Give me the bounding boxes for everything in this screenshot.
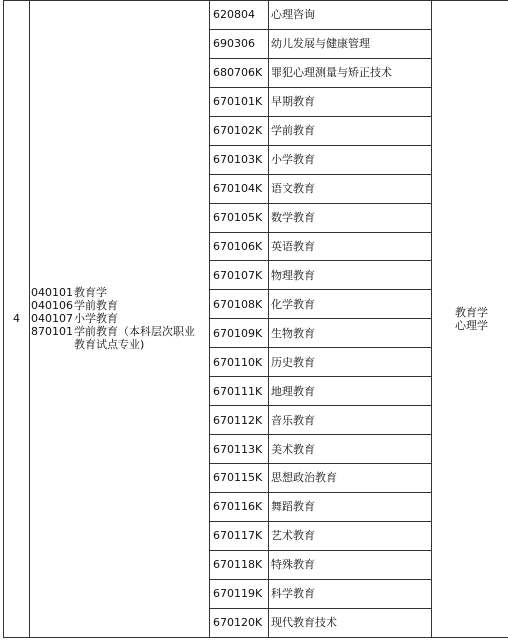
major-name-cell: 学前教育 — [269, 116, 432, 145]
major-code-cell: 670111K — [210, 377, 269, 406]
previous-major-name: 教育试点专业) — [74, 338, 145, 352]
major-code-cell: 670113K — [210, 435, 269, 464]
major-table-body — [4, 1, 508, 638]
major-name-cell: 科学教育 — [269, 579, 432, 608]
major-name-cell: 小学教育 — [269, 145, 432, 174]
subjects-cell — [432, 1, 508, 638]
major-code-cell: 670118K — [210, 550, 269, 579]
previous-major-code: 870101 — [31, 325, 73, 339]
previous-major-code: 040106 — [31, 299, 73, 313]
major-name-cell: 心理咨询 — [269, 1, 432, 30]
previous-major-name: 小学教育 — [74, 312, 118, 326]
major-name-cell: 英语教育 — [269, 232, 432, 261]
previous-major-line — [31, 286, 209, 299]
previous-major-line — [31, 299, 209, 312]
row-number-cell: 4 — [4, 1, 30, 638]
major-code-cell: 670108K — [210, 290, 269, 319]
major-name-cell: 地理教育 — [269, 377, 432, 406]
major-name-cell: 幼儿发展与健康管理 — [269, 29, 432, 58]
major-name-cell: 现代教育技术 — [269, 608, 432, 637]
major-name-cell: 罪犯心理测量与矫正技术 — [269, 58, 432, 87]
major-name-cell: 艺术教育 — [269, 521, 432, 550]
previous-major-line — [31, 338, 209, 351]
major-code-cell: 680706K — [210, 58, 269, 87]
major-name-cell: 语文教育 — [269, 174, 432, 203]
table-row — [4, 1, 508, 30]
major-name-cell: 物理教育 — [269, 261, 432, 290]
major-name-cell: 化学教育 — [269, 290, 432, 319]
subject-label: 教育学 — [455, 305, 488, 319]
previous-major-line — [31, 325, 209, 338]
major-code-cell: 670116K — [210, 492, 269, 521]
major-code-cell: 670104K — [210, 174, 269, 203]
major-code-cell: 670101K — [210, 87, 269, 116]
major-name-cell: 思想政治教育 — [269, 464, 432, 493]
previous-majors-cell — [30, 1, 210, 638]
previous-major-line — [31, 312, 209, 325]
previous-major-name: 学前教育（本科层次职业 — [74, 325, 195, 339]
major-code-cell: 670103K — [210, 145, 269, 174]
subject-label: 心理学 — [455, 318, 488, 332]
major-code-cell: 670120K — [210, 608, 269, 637]
previous-major-name: 学前教育 — [74, 299, 118, 313]
major-name-cell: 音乐教育 — [269, 406, 432, 435]
previous-major-code: 040107 — [31, 312, 73, 326]
major-code-cell: 620804 — [210, 1, 269, 30]
major-code-cell: 670105K — [210, 203, 269, 232]
major-name-cell: 美术教育 — [269, 435, 432, 464]
major-code-cell: 670106K — [210, 232, 269, 261]
major-name-cell: 生物教育 — [269, 319, 432, 348]
previous-major-code: 040101 — [31, 286, 73, 300]
major-code-cell: 670102K — [210, 116, 269, 145]
major-code-cell: 670107K — [210, 261, 269, 290]
major-code-cell: 670110K — [210, 348, 269, 377]
major-code-cell: 670117K — [210, 521, 269, 550]
major-name-cell: 数学教育 — [269, 203, 432, 232]
major-name-cell: 舞蹈教育 — [269, 492, 432, 521]
major-code-cell: 670119K — [210, 579, 269, 608]
major-code-cell: 670109K — [210, 319, 269, 348]
major-name-cell: 历史教育 — [269, 348, 432, 377]
major-table — [3, 0, 508, 638]
major-code-cell: 670115K — [210, 464, 269, 493]
major-name-cell: 特殊教育 — [269, 550, 432, 579]
major-code-cell: 690306 — [210, 29, 269, 58]
previous-major-name: 教育学 — [74, 286, 107, 300]
major-code-cell: 670112K — [210, 406, 269, 435]
major-name-cell: 早期教育 — [269, 87, 432, 116]
